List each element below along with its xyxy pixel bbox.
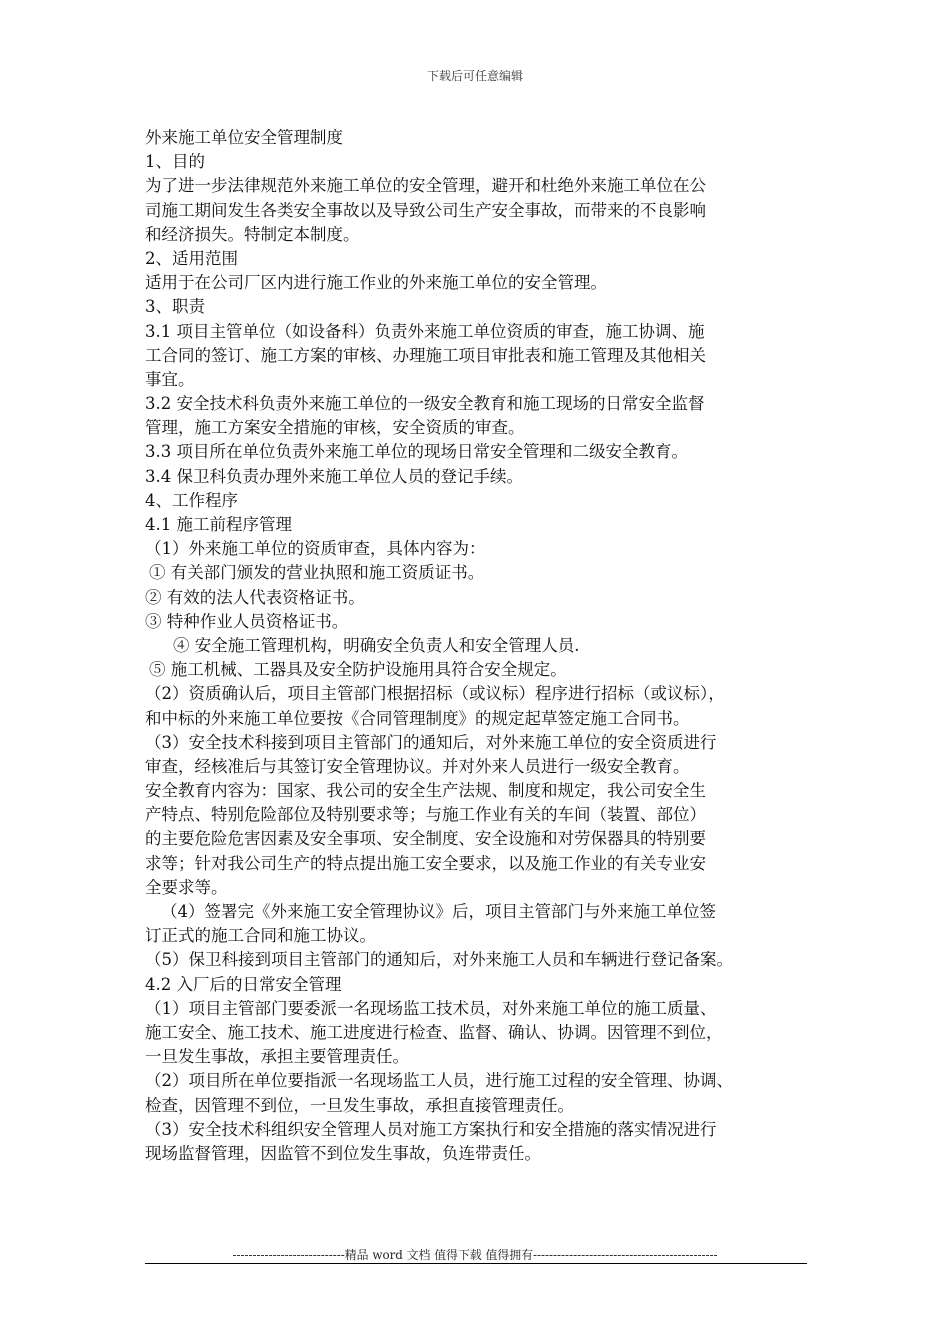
document-body — [145, 126, 825, 1166]
text-line: 外来施工单位安全管理制度 — [145, 128, 343, 147]
text-line: 和经济损失。特制定本制度。 — [145, 224, 360, 244]
text-line: 3.2 安全技术科负责外来施工单位的一级安全教育和施工现场的日常安全监督 — [145, 394, 705, 414]
text-line: （2）资质确认后，项目主管部门根据招标（或议标）程序进行招标（或议标）， — [145, 684, 725, 704]
text-line: 订正式的施工合同和施工协议。 — [145, 926, 376, 946]
text-line: 产特点、特别危险部位及特别要求等；与施工作业有关的车间（装置、部位） — [145, 805, 706, 825]
text-line: 3.1 项目主管单位（如设备科）负责外来施工单位资质的审查，施工协调、施 — [145, 321, 705, 341]
text-line: （3）安全技术科组织安全管理人员对施工方案执行和安全措施的落实情况进行 — [145, 1119, 717, 1139]
text-line: （2）项目所在单位要指派一名现场监工人员，进行施工过程的安全管理、协调、 — [145, 1071, 733, 1091]
page-footer: ----------------------------精品 word 文档 值得下载 值得拥有---------------------------------------------- — [232, 1248, 718, 1262]
text-line: 一旦发生事故，承担主要管理责任。 — [145, 1047, 409, 1067]
text-line: 管理，施工方案安全措施的审核，安全资质的审查。 — [145, 418, 525, 438]
text-line: 现场监督管理，因监管不到位发生事故，负连带责任。 — [145, 1143, 541, 1163]
text-line: 2、适用范围 — [145, 248, 238, 268]
text-line: ② 有效的法人代表资格证书。 — [145, 587, 365, 607]
text-line: 4、工作程序 — [145, 490, 238, 510]
text-line: 3.3 项目所在单位负责外来施工单位的现场日常安全管理和二级安全教育。 — [145, 442, 688, 462]
text-line: （3）安全技术科接到项目主管部门的通知后，对外来施工单位的安全资质进行 — [145, 732, 717, 752]
text-line: 工合同的签订、施工方案的审核、办理施工项目审批表和施工管理及其他相关 — [145, 345, 706, 365]
text-line: 4.1 施工前程序管理 — [145, 515, 292, 534]
footer-rule — [145, 1263, 807, 1264]
text-line: （5）保卫科接到项目主管部门的通知后，对外来施工人员和车辆进行登记备案。 — [145, 950, 733, 970]
text-line: 的主要危险危害因素及安全事项、安全制度、安全设施和对劳保器具的特别要 — [145, 829, 706, 849]
text-line: 4.2 入厂后的日常安全管理 — [145, 974, 342, 994]
text-line: 全要求等。 — [145, 877, 228, 897]
text-line: 事宜。 — [145, 369, 195, 389]
text-line: ④ 安全施工管理机构，明确安全负责人和安全管理人员. — [173, 635, 580, 655]
text-line: （1）外来施工单位的资质审查，具体内容为： — [145, 539, 486, 559]
text-line: 为了进一步法律规范外来施工单位的安全管理，避开和杜绝外来施工单位在公 — [145, 176, 706, 196]
text-line: 3、职责 — [145, 297, 205, 317]
text-line: 3.4 保卫科负责办理外来施工单位人员的登记手续。 — [145, 466, 523, 486]
text-line: 审查，经核准后与其签订安全管理协议。并对外来人员进行一级安全教育。 — [145, 756, 690, 776]
text-line: 施工安全、施工技术、施工进度进行检查、监督、确认、协调。因管理不到位， — [145, 1022, 723, 1042]
text-line: 司施工期间发生各类安全事故以及导致公司生产安全事故，而带来的不良影响 — [145, 200, 706, 220]
text-line: 求等；针对我公司生产的特点提出施工安全要求，以及施工作业的有关专业安 — [145, 853, 706, 873]
text-line: 检查，因管理不到位，一旦发生事故，承担直接管理责任。 — [145, 1095, 574, 1115]
text-line: 1、目的 — [145, 152, 205, 172]
text-line: ⑤ 施工机械、工器具及安全防护设施用具符合安全规定。 — [149, 660, 567, 680]
text-line: ③ 特种作业人员资格证书。 — [145, 611, 349, 631]
page-header: 下载后可任意编辑 — [426, 69, 523, 83]
text-line: ① 有关部门颁发的营业执照和施工资质证书。 — [149, 563, 485, 583]
text-line: 安全教育内容为：国家、我公司的安全生产法规、制度和规定，我公司安全生 — [145, 781, 706, 801]
text-line: （4）签署完《外来施工安全管理协议》后，项目主管部门与外来施工单位签 — [161, 902, 716, 921]
text-line: （1）项目主管部门要委派一名现场监工技术员，对外来施工单位的施工质量、 — [145, 998, 717, 1018]
text-line: 和中标的外来施工单位要按《合同管理制度》的规定起草签定施工合同书。 — [145, 708, 690, 728]
text-line: 适用于在公司厂区内进行施工作业的外来施工单位的安全管理。 — [145, 273, 607, 293]
